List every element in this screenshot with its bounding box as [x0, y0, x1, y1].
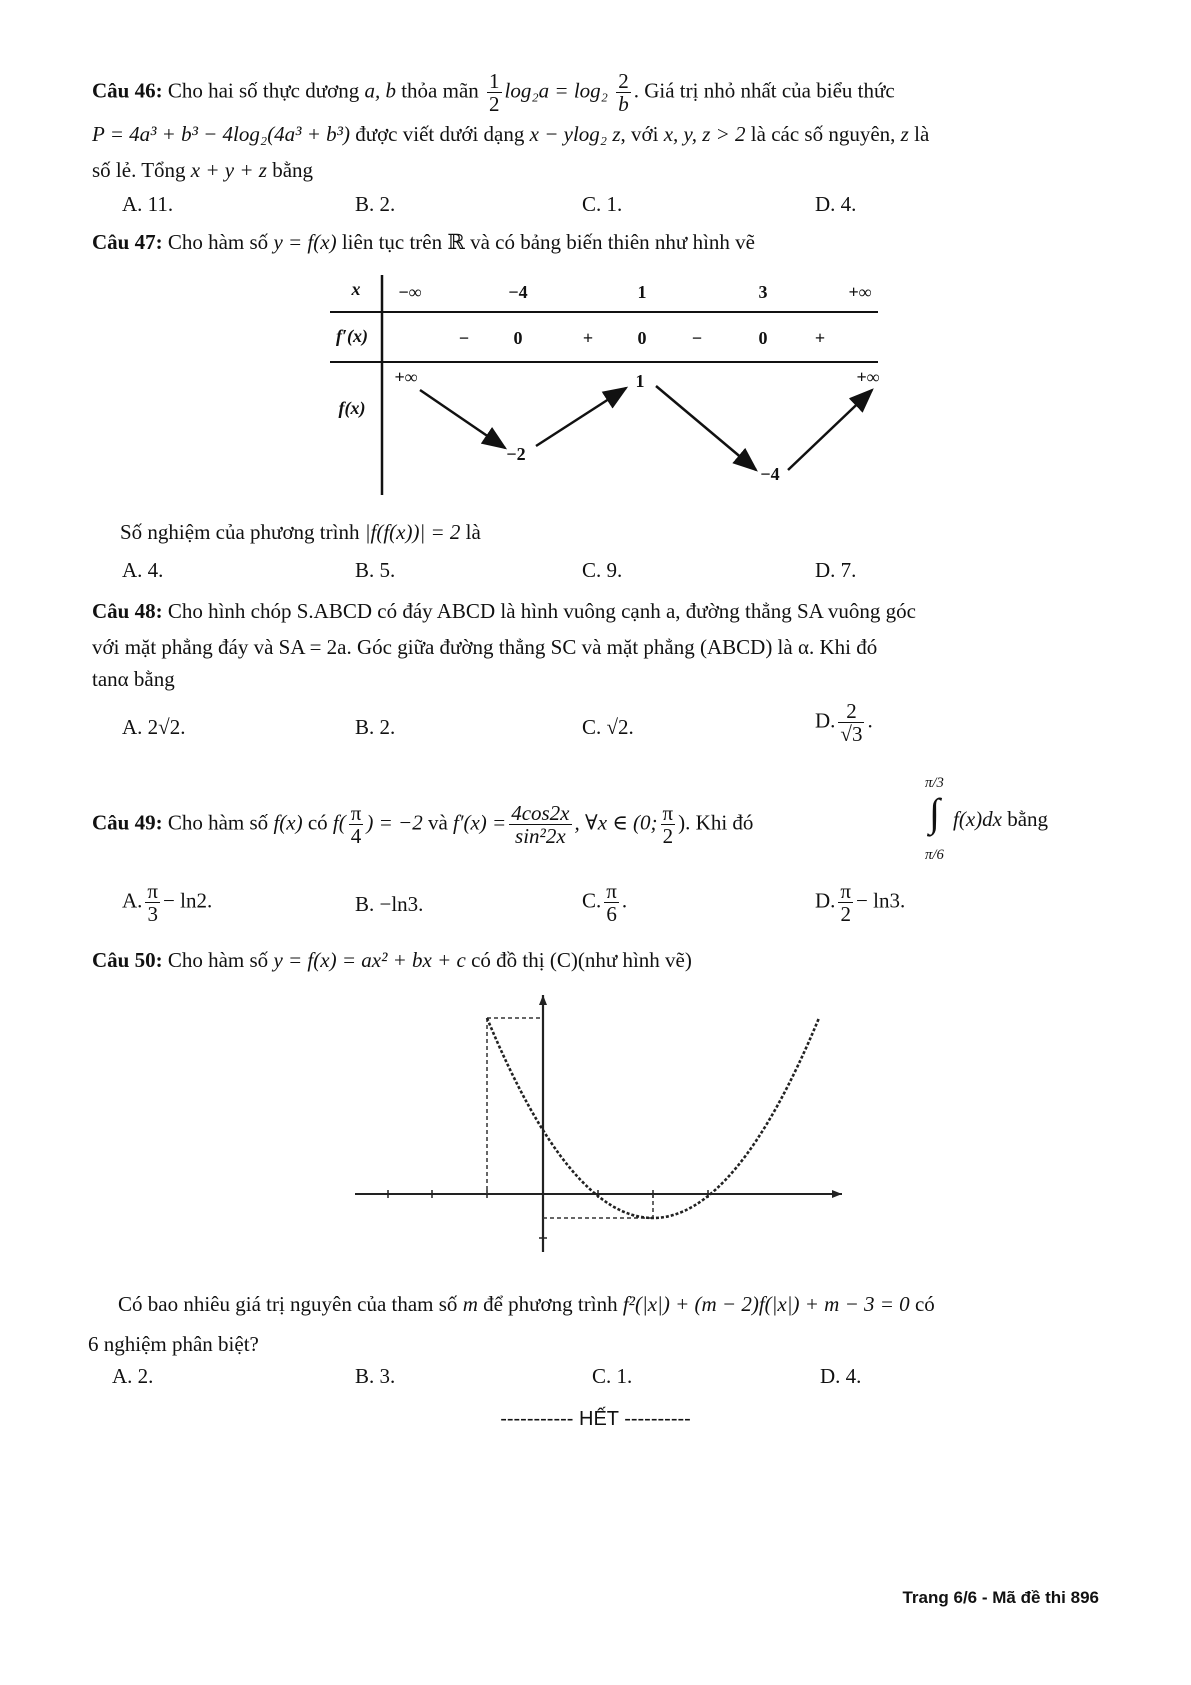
table-x-value: +∞: [848, 282, 872, 302]
table-f-value: −2: [506, 444, 526, 464]
q49-c-fraction: $\frac{\pi}{6}$: [606, 879, 617, 926]
table-sign: −: [691, 328, 703, 348]
q50-option-a: A. 2.: [112, 1364, 154, 1388]
q47-option-b: B. 5.: [355, 558, 396, 582]
q49-pi2-fraction: $\frac{\pi}{2}$: [662, 801, 674, 848]
q50-equation: f²(|x|) + (m − 2)f(|x|) + m − 3 = 0: [622, 1292, 910, 1316]
table-sign: 0: [637, 328, 647, 348]
integral-upper-limit: π/3: [925, 775, 944, 791]
q49-option-b: B. −ln3.: [355, 892, 424, 916]
q48-label: Câu 48:: [92, 599, 163, 623]
increase-arrow: [788, 390, 872, 470]
parabola-graph: [350, 990, 850, 1260]
q49-integral: [925, 775, 1095, 875]
q46-half-fraction: $\frac{1}{2}$: [489, 69, 500, 116]
q49-label: Câu 49:: [92, 810, 163, 835]
table-sign: 0: [758, 328, 768, 348]
q50-line3: 6 nghiệm phân biệt?: [88, 1332, 259, 1356]
q47-line1: Câu 47: Cho hàm số y = f(x) liên tục trên ℝ và có bảng biến thiên như hình vẽ: [92, 230, 755, 254]
q48-option-a: A. 2√2.: [122, 715, 186, 739]
q48-option-d: D. $\frac{2}{√3}$ .: [815, 699, 873, 746]
parabola-curve: [487, 1018, 819, 1218]
q46-line2: P = 4a³ + b³ − 4log₂(4a³ + b³) được viết dưới dạng x − ylog₂ z, với x, y, z > 2 là các số nguyên, z là: [92, 122, 930, 146]
table-x-value: −∞: [398, 282, 422, 302]
q47-equation: |f(f(x))| = 2: [364, 520, 461, 544]
q50-label: Câu 50:: [92, 948, 163, 972]
table-x-value: −4: [508, 282, 528, 302]
page-footer: Trang 6/6 - Mã đề thi 896: [902, 1588, 1099, 1607]
q50-option-d: D. 4.: [820, 1364, 862, 1388]
q49-a-fraction: $\frac{\pi}{3}$: [147, 879, 159, 926]
q48-line1: Câu 48: Cho hình chóp S.ABCD có đáy ABCD là hình vuông cạnh a, đường thẳng SA vuông góc: [92, 599, 916, 623]
q46-option-a: A. 11.: [122, 192, 174, 216]
increase-arrow: [536, 388, 626, 446]
table-f-value: −4: [760, 464, 780, 484]
table-sign: 0: [513, 328, 523, 348]
q46-label: Câu 46:: [92, 78, 163, 103]
q49-option-d: D. $\frac{\pi}{2}$ − ln3.: [815, 879, 906, 926]
integral-sign: ∫: [929, 790, 940, 835]
q50-line1: Câu 50: Cho hàm số y = f(x) = ax² + bx + c có đồ thị (C)(như hình vẽ): [92, 948, 692, 972]
q49-option-c: C. $\frac{\pi}{6}$ .: [582, 879, 628, 926]
decrease-arrow: [420, 390, 505, 448]
table-x-value: 3: [758, 282, 768, 302]
q46-option-b: B. 2.: [355, 192, 396, 216]
q47-option-a: A. 4.: [122, 558, 164, 582]
q50-line2: Có bao nhiêu giá trị nguyên của tham số m để phương trình f²(|x|) + (m − 2)f(|x|) + m − 3 = 0 có: [118, 1292, 935, 1316]
q47-label: Câu 47:: [92, 230, 163, 254]
q50-option-c: C. 1.: [592, 1364, 633, 1388]
q46-expression: P = 4a³ + b³ − 4log₂(4a³ + b³): [92, 122, 350, 146]
q48-line3: tanα bằng: [92, 667, 175, 691]
integrand: f(x)dx bằng: [953, 807, 1049, 831]
table-sign: −: [458, 328, 470, 348]
decrease-arrow: [656, 386, 756, 470]
q48-line2: với mặt phẳng đáy và SA = 2a. Góc giữa đường thẳng SC và mặt phẳng (ABCD) là α. Khi đó: [92, 635, 878, 659]
table-f-value: +∞: [856, 367, 880, 387]
q48-option-c: C. √2.: [582, 715, 634, 739]
q49-option-a: A. $\frac{\pi}{3}$ − ln2.: [122, 879, 213, 926]
q46-option-d: D. 4.: [815, 192, 857, 216]
table-x-label: x: [351, 279, 361, 299]
q47-option-c: C. 9.: [582, 558, 623, 582]
q49-derivative-fraction: $\frac{4\cos 2x}{\text{sin²2x}}$: [511, 801, 570, 848]
table-fprime-label: f′(x): [335, 326, 369, 346]
table-f-label: f(x): [338, 398, 366, 418]
q46-2b-fraction: $\frac{2}{b}$: [618, 69, 629, 116]
table-f-value: 1: [635, 371, 645, 391]
q49-line1: Câu 49: Cho hàm số f(x) có f( $\frac{\pi}{4}$ ) = −2 và f′(x) = $\frac{4\cos 2x}{\text{sin²2x}}$ , ∀x ∈ (0; $\frac{\pi}{2}$ ). Khi đó: [92, 801, 754, 848]
q50-option-b: B. 3.: [355, 1364, 396, 1388]
q46-option-c: C. 1.: [582, 192, 623, 216]
q49-pi4-fraction: $\frac{\pi}{4}$: [350, 801, 362, 848]
table-sign: +: [582, 328, 594, 348]
variation-table: [320, 270, 890, 495]
q46-line1: Câu 46: Cho hai số thực dương a, b thỏa mãn $\frac{1}{2}$ log₂a = log₂ $\frac{2}{b}$ . Giá trị nhỏ nhất của biểu thức: [92, 69, 895, 116]
q48-option-b: B. 2.: [355, 715, 396, 739]
integral-lower-limit: π/6: [925, 847, 944, 863]
table-f-value: +∞: [394, 367, 418, 387]
q47-option-d: D. 7.: [815, 558, 857, 582]
table-sign: +: [814, 328, 826, 348]
q49-d-fraction: $\frac{\pi}{2}$: [840, 879, 852, 926]
q46-line3: số lẻ. Tổng x + y + z bằng: [92, 158, 314, 182]
x-axis-arrow: [832, 1190, 842, 1198]
q48-d-fraction: $\frac{2}{√3}$: [840, 699, 863, 746]
end-marker: ----------- HẾT ----------: [500, 1408, 691, 1430]
q47-line2: Số nghiệm của phương trình |f(f(x))| = 2 là: [120, 520, 481, 544]
y-axis-arrow: [539, 995, 547, 1005]
table-x-value: 1: [637, 282, 647, 302]
